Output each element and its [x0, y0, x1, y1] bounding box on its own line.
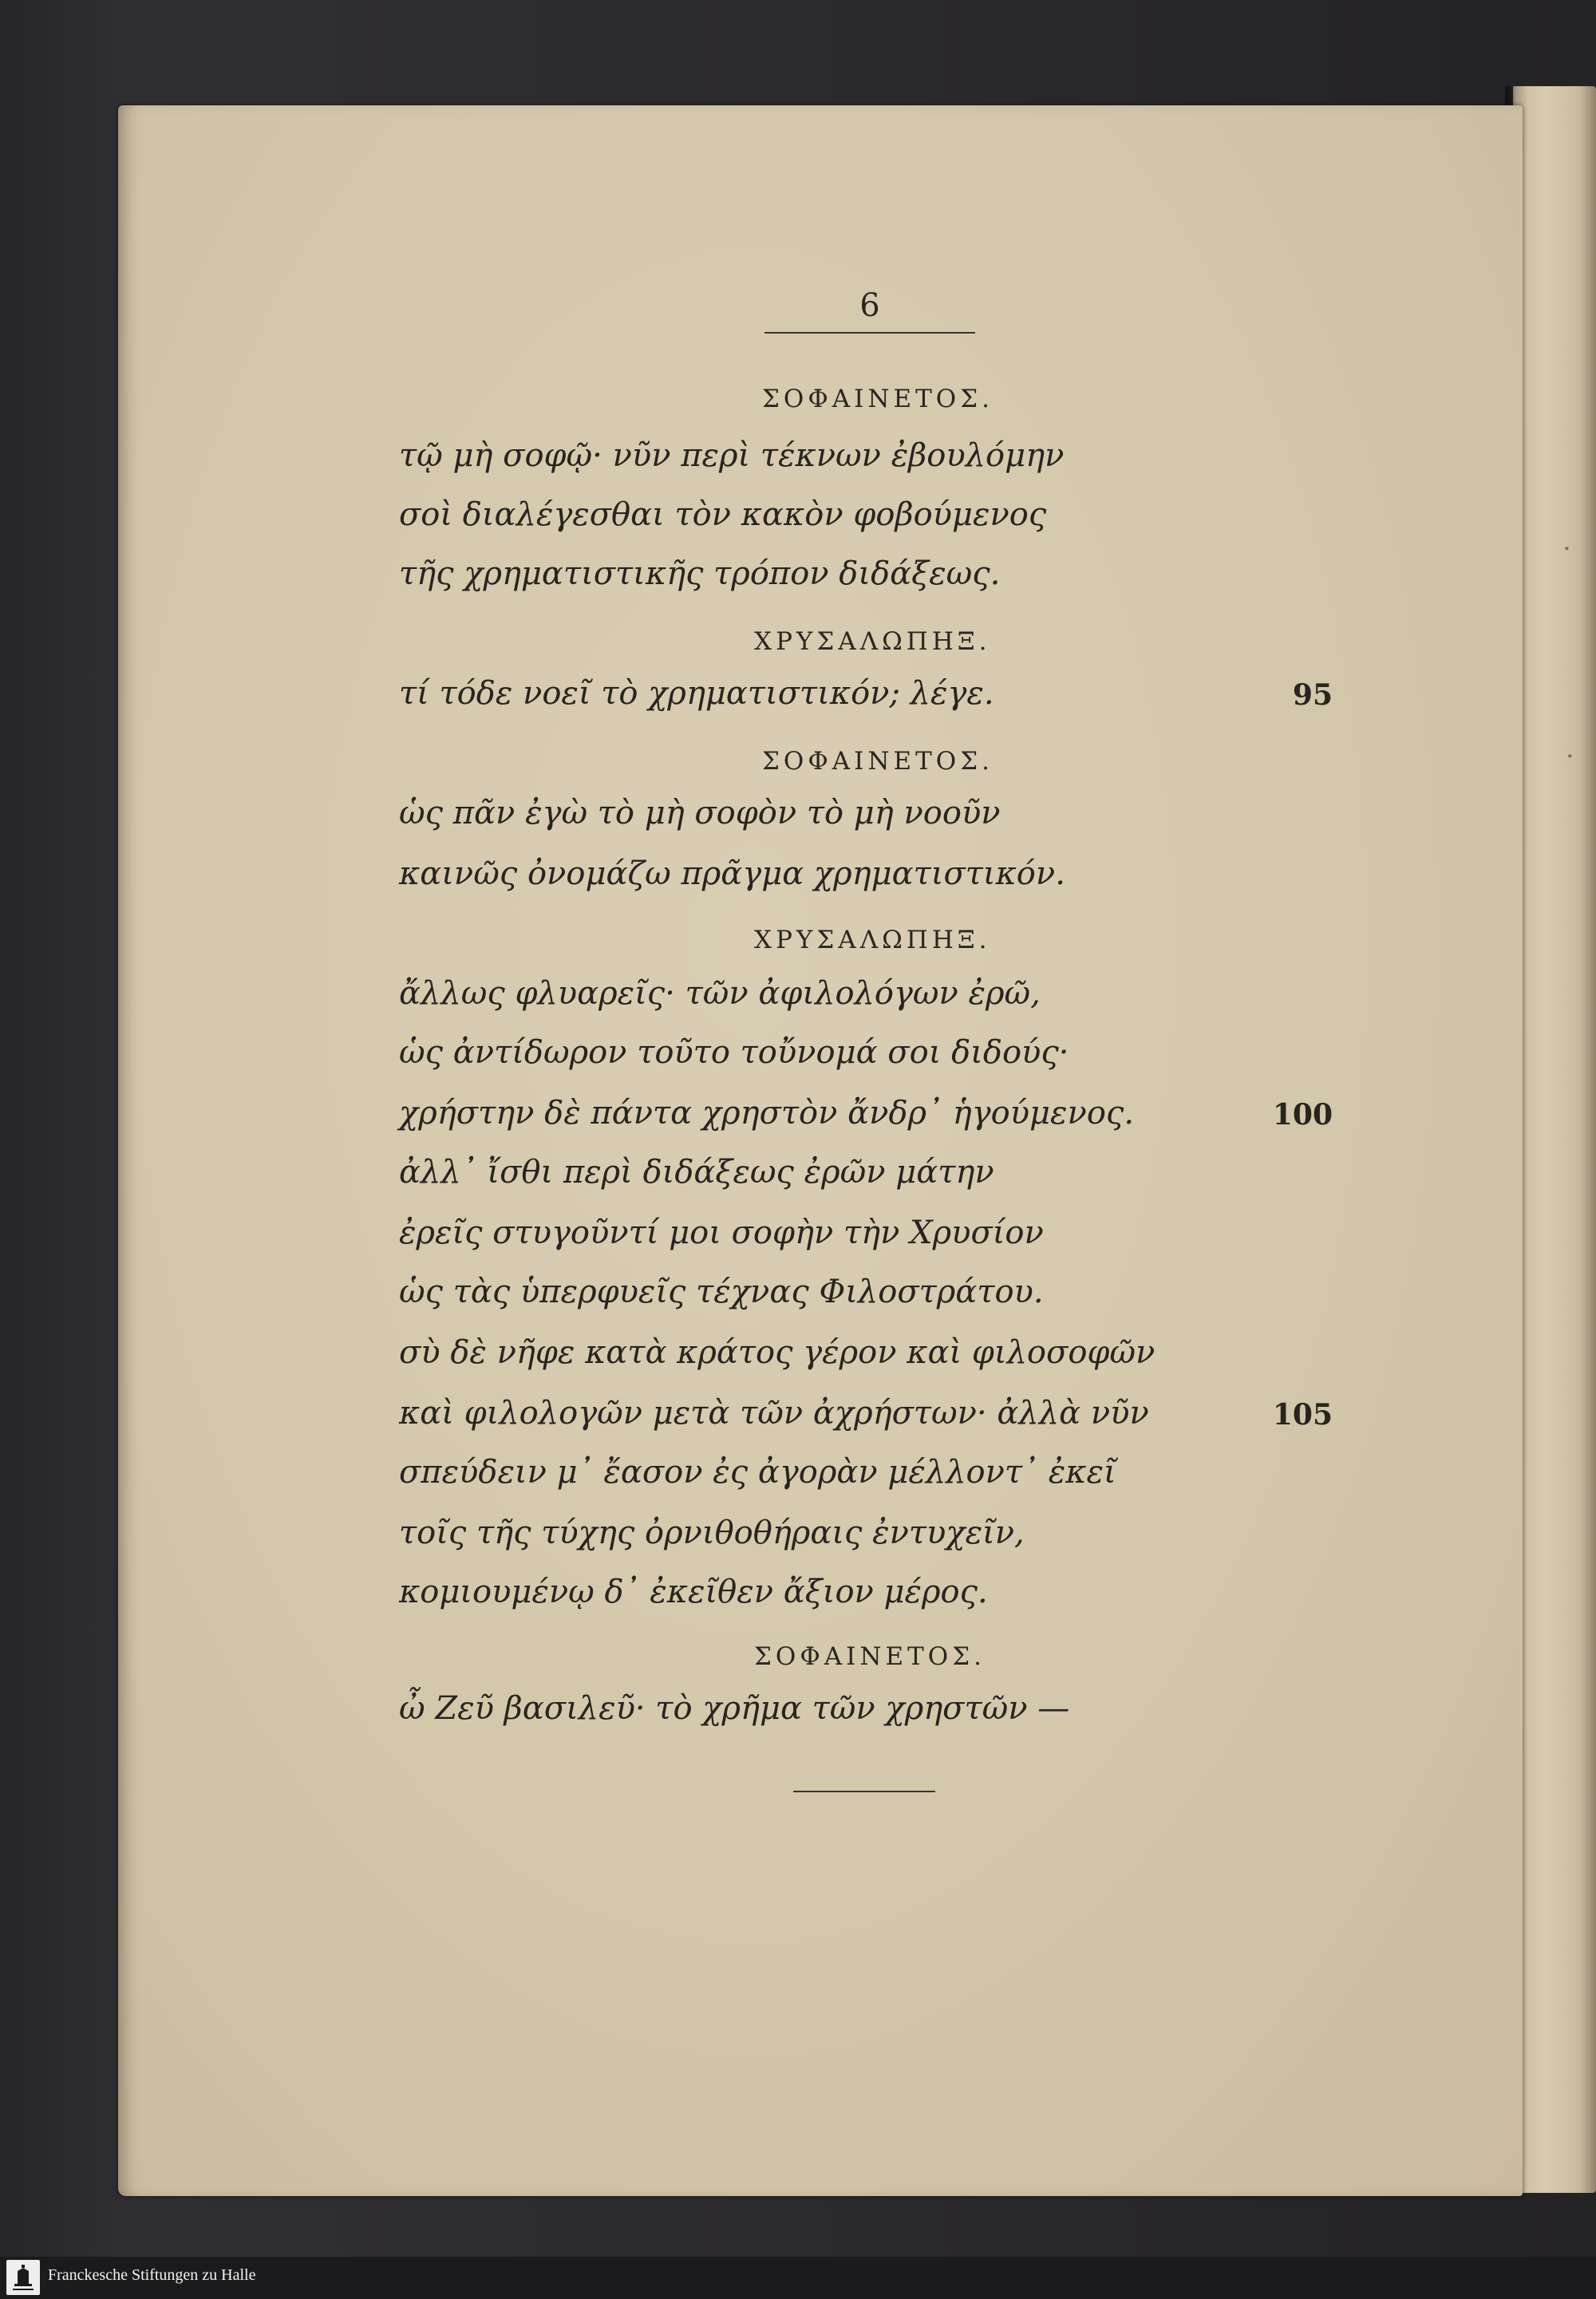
- verse-line: σοὶ διαλέγεσθαι τὸν κακὸν φοβούμενος: [399, 496, 1047, 533]
- verse-line: ὡς ἀντίδωρον τοῦτο τοὔνομά σοι διδούς·: [399, 1034, 1069, 1071]
- verse-line: τοῖς τῆς τύχης ὀρνιθοθήραις ἐντυχεῖν,: [399, 1515, 1025, 1551]
- verse-line: τῆς χρηματιστικῆς τρόπον διδάξεως.: [399, 555, 1001, 592]
- footer-institution-name: Franckesche Stiftungen zu Halle: [48, 2266, 256, 2284]
- page-number: 6: [859, 287, 880, 324]
- verse-line: καὶ φιλολογῶν μετὰ τῶν ἀχρήστων· ἀλλὰ νῦν: [399, 1395, 1149, 1432]
- verse-line: ἐρεῖς στυγοῦντί μοι σοφὴν τὴν Χρυσίον: [399, 1215, 1044, 1251]
- book-page: [118, 105, 1523, 2196]
- speaker-heading: ΣΟΦΑΙΝΕΤΟΣ.: [762, 385, 994, 413]
- bleed-through-fragment: ·: [1566, 741, 1574, 772]
- verse-line: καινῶς ὀνομάζω πρᾶγμα χρηματιστικόν.: [399, 855, 1065, 892]
- verse-line: κομιουμένῳ δ᾽ ἐκεῖθεν ἄξιον μέρος.: [399, 1574, 988, 1610]
- speaker-heading: ΧΡΥΣΑΛΩΠΗΞ.: [754, 926, 991, 954]
- line-number: 100: [1272, 1098, 1333, 1132]
- header-rule: [764, 332, 975, 334]
- verse-line: ἄλλως φλυαρεῖς· τῶν ἀφιλολόγων ἐρῶ,: [399, 975, 1041, 1012]
- line-number: 95: [1292, 678, 1333, 712]
- speaker-heading: ΧΡΥΣΑΛΩΠΗΞ.: [754, 627, 991, 656]
- end-rule: [793, 1791, 935, 1792]
- verse-line: τῷ μὴ σοφῷ· νῦν περὶ τέκνων ἐβουλόμην: [399, 437, 1065, 474]
- bleed-through-fragment: ·: [1562, 533, 1571, 565]
- verse-line: ὡς πᾶν ἐγὼ τὸ μὴ σοφὸν τὸ μὴ νοοῦν: [399, 795, 1001, 832]
- verse-line: ὦ Ζεῦ βασιλεῦ· τὸ χρῆμα τῶν χρηστῶν —: [399, 1690, 1070, 1727]
- speaker-heading: ΣΟΦΑΙΝΕΤΟΣ.: [762, 747, 994, 776]
- footer-bar: [0, 2257, 1596, 2299]
- franckesche-stiftungen-logo-icon[interactable]: [6, 2260, 40, 2295]
- verse-line: τί τόδε νοεῖ τὸ χρηματιστικόν; λέγε.: [399, 675, 994, 712]
- verse-line: χρήστην δὲ πάντα χρηστὸν ἄνδρ᾽ ἡγούμενος.: [399, 1095, 1135, 1132]
- verse-line: σὺ δὲ νῆφε κατὰ κράτος γέρον καὶ φιλοσοφῶν: [399, 1334, 1156, 1371]
- verse-line: ἀλλ᾽ ἴσθι περὶ διδάξεως ἐρῶν μάτην: [399, 1154, 994, 1191]
- speaker-heading: ΣΟΦΑΙΝΕΤΟΣ.: [754, 1642, 986, 1671]
- verse-line: σπεύδειν μ᾽ ἔασον ἐς ἀγορὰν μέλλοντ᾽ ἐκεῖ: [399, 1454, 1116, 1491]
- facing-page-edge: [1513, 86, 1596, 2193]
- line-number: 105: [1272, 1398, 1333, 1432]
- verse-line: ὡς τὰς ὑπερφυεῖς τέχνας Φιλοστράτου.: [399, 1274, 1044, 1310]
